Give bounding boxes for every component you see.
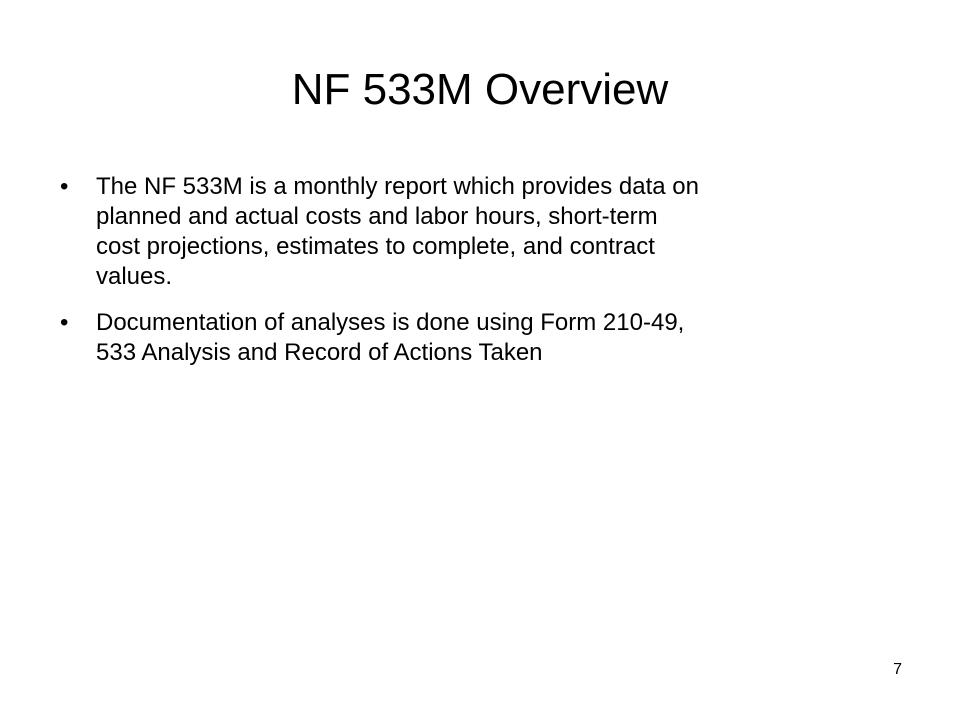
slide-title: NF 533M Overview: [291, 65, 669, 114]
page-number: 7: [893, 661, 902, 678]
bullet-icon: •: [60, 173, 69, 200]
bullet-text: Documentation of analyses is done using Form 210-49, 533 Analysis and Record of Actions Taken: [96, 309, 685, 366]
bullet-text: The NF 533M is a monthly report which provides data on planned and actual costs and labor hours, short-term cost projections, estimates to complete, and contract values.: [96, 173, 699, 290]
bullet-list: [60, 172, 900, 384]
bullet-item: [60, 172, 900, 292]
bullet-item: [60, 308, 900, 368]
bullet-icon: •: [60, 309, 69, 336]
